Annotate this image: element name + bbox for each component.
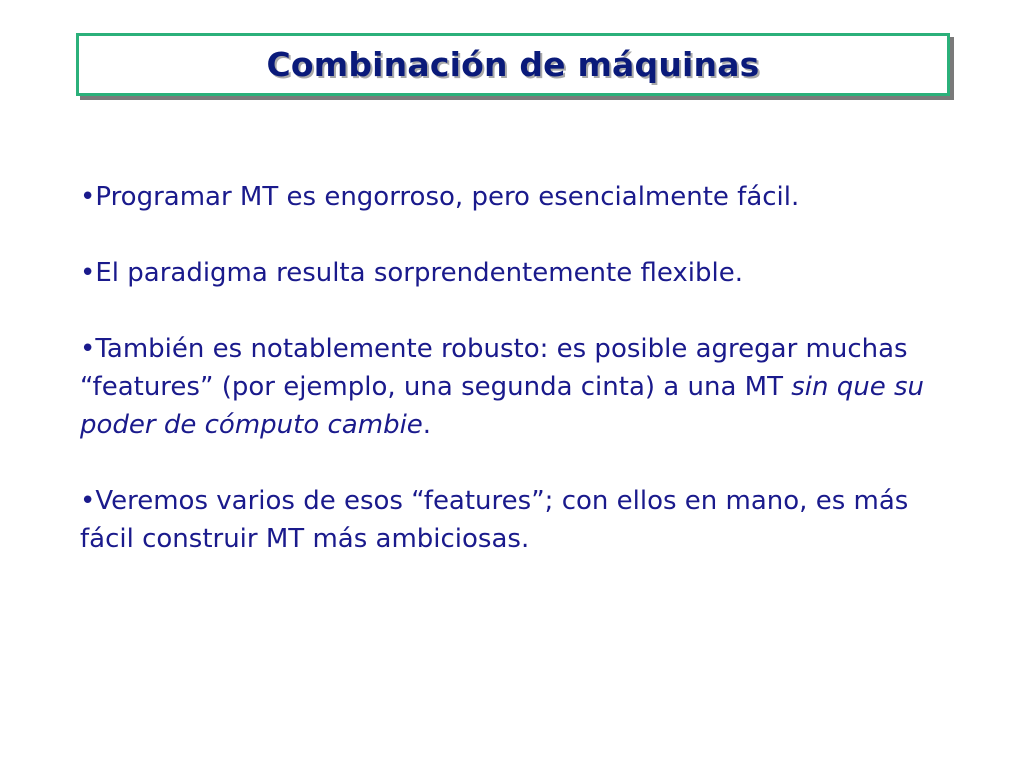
bullet-paragraph-2 (80, 254, 950, 292)
bullet-text: Veremos varios de esos “features”; con ellos en mano, es más fácil construir MT más ambiciosas. (80, 486, 909, 554)
bullet-text: También es notablemente robusto: es posible agregar muchas “features” (por ejemplo, una segunda cinta) a una MT (80, 334, 908, 402)
bullet-text-italic: sin que su poder de cómputo cambie (80, 372, 925, 440)
title-box (76, 33, 950, 96)
bullet-marker: • (80, 182, 96, 212)
bullet-paragraph-3 (80, 330, 950, 444)
bullet-text: El paradigma resulta sorprendentemente flexible. (95, 258, 744, 288)
slide-title: Combinación de máquinas (266, 45, 760, 84)
slide-content (80, 178, 950, 558)
bullet-marker: • (80, 258, 96, 288)
bullet-text-end: . (422, 410, 432, 440)
bullet-marker: • (80, 334, 96, 364)
bullet-paragraph-4 (80, 482, 950, 558)
bullet-text: Programar MT es engorroso, pero esencialmente fácil. (95, 182, 800, 212)
bullet-paragraph-1 (80, 178, 950, 216)
bullet-marker: • (80, 486, 96, 516)
